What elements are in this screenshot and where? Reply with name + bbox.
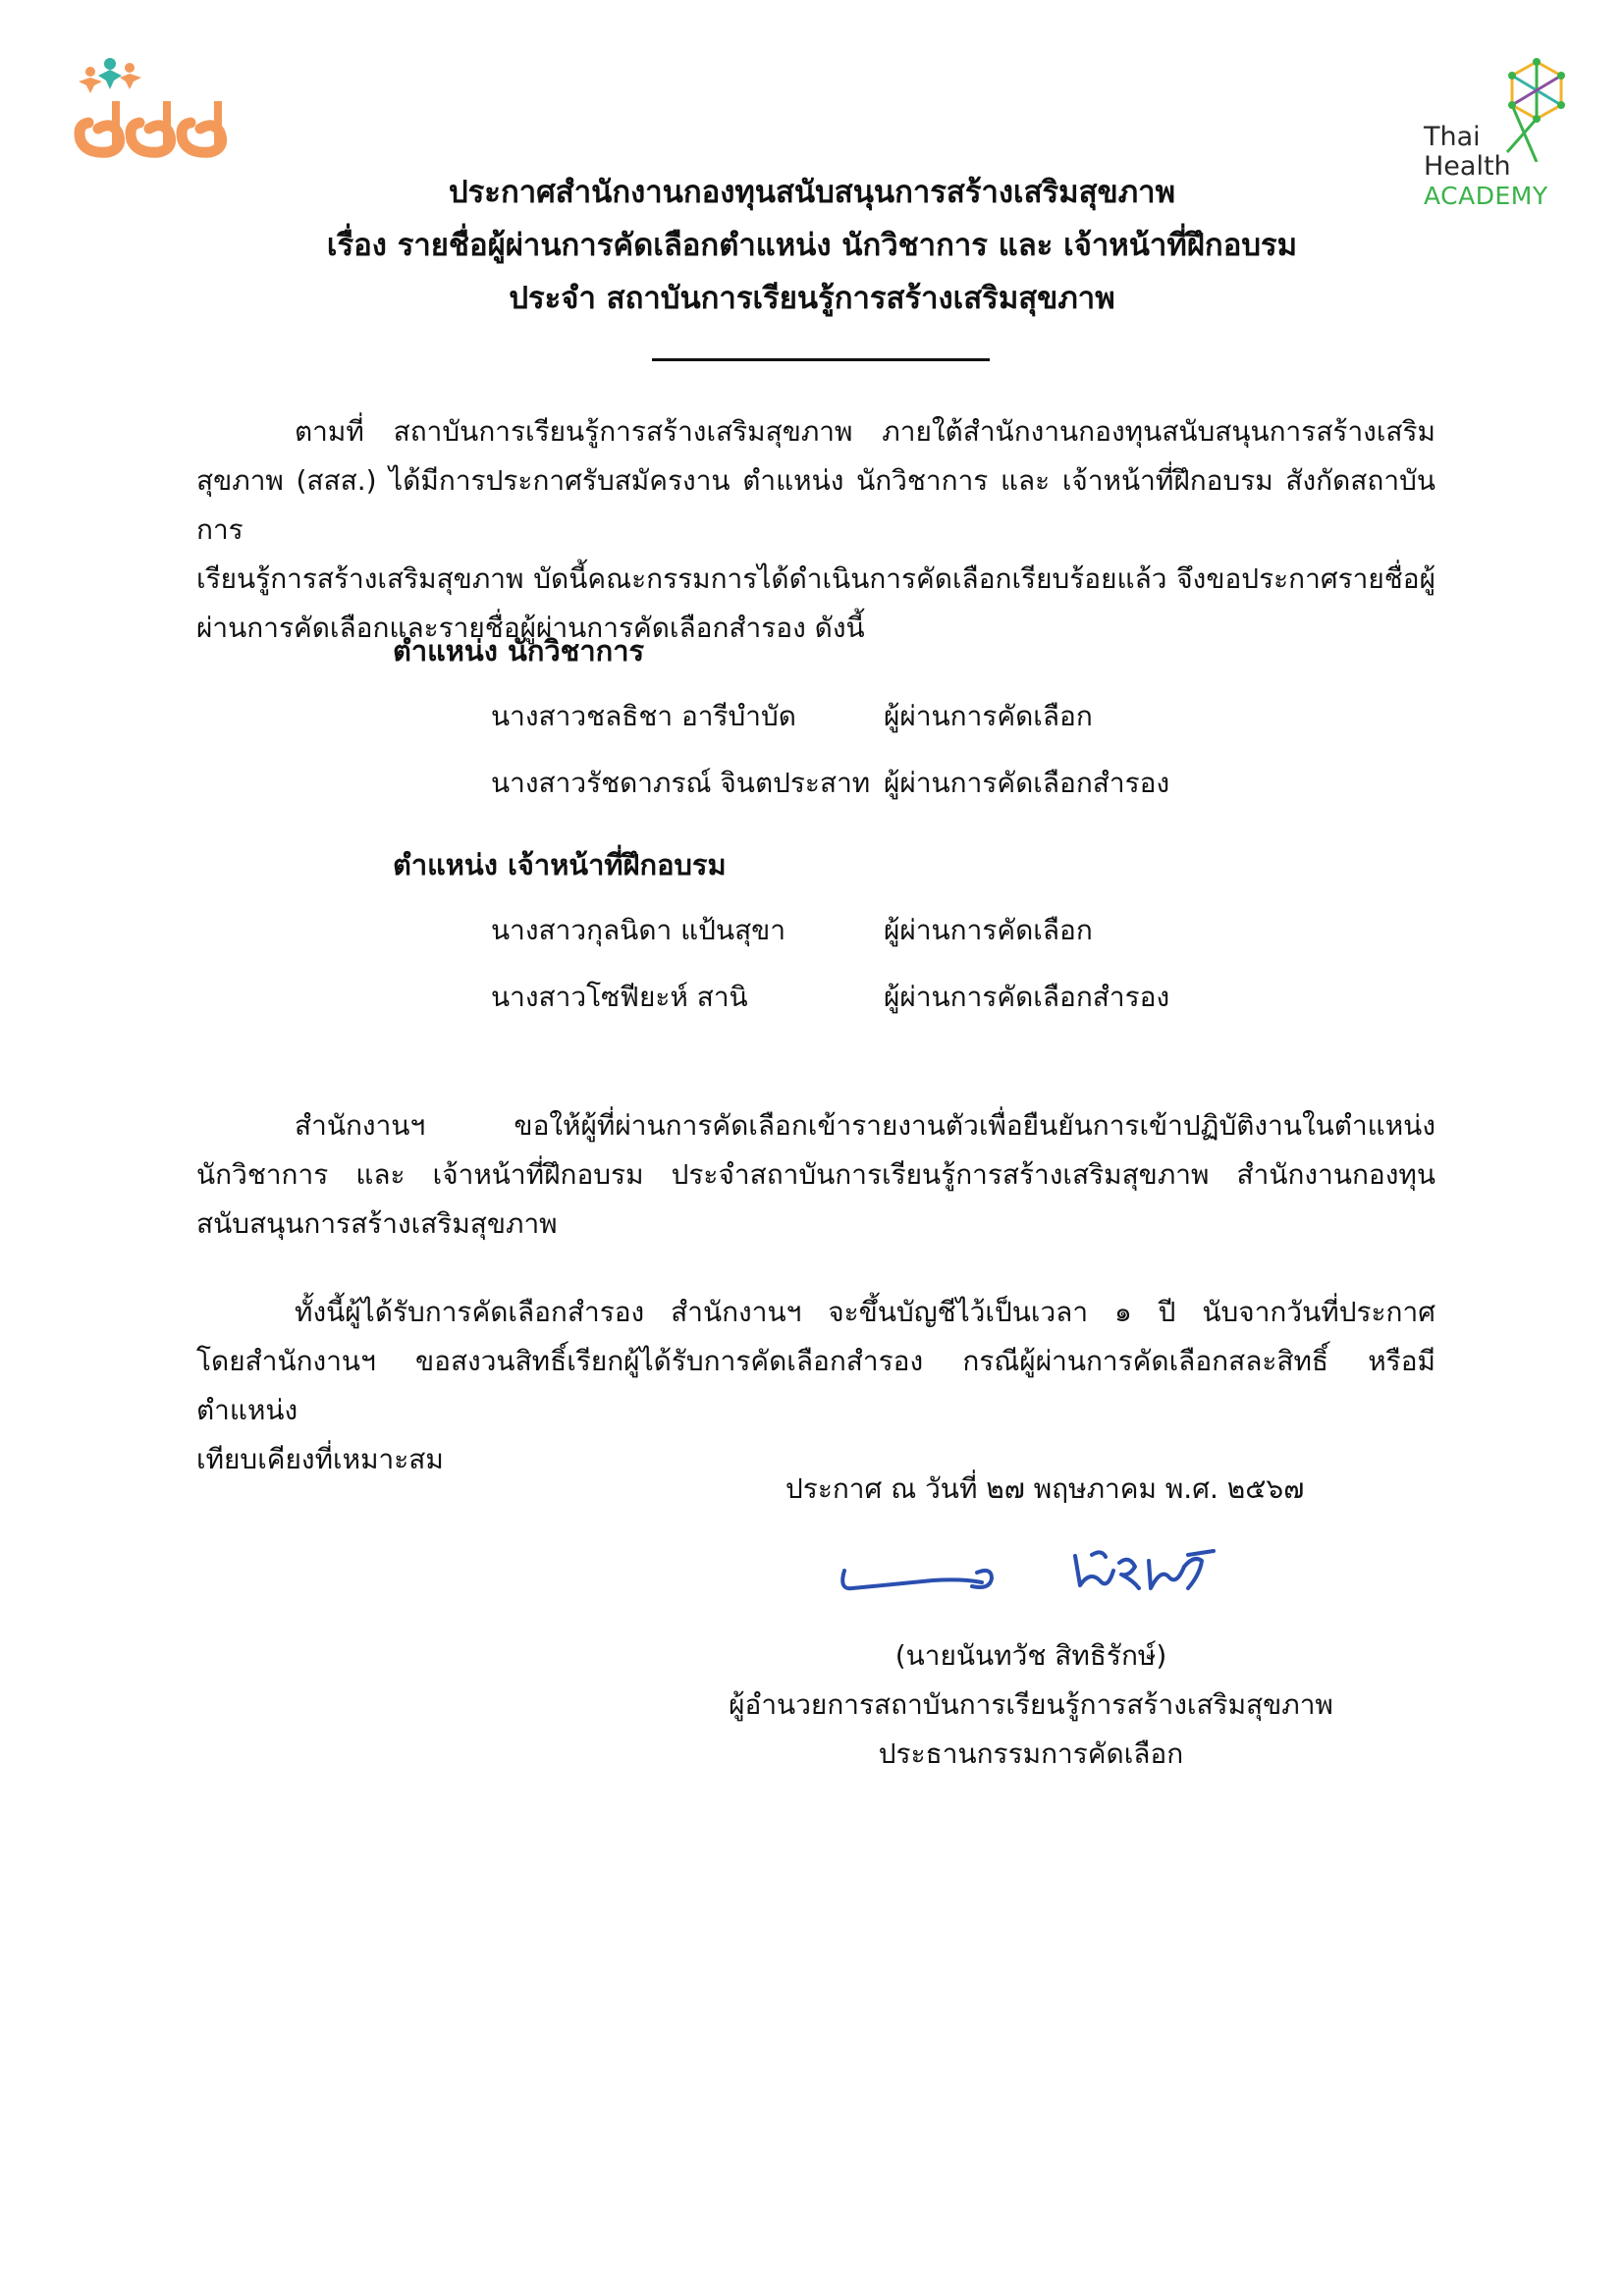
candidate-status: ผู้ผ่านการคัดเลือกสำรอง — [884, 981, 1170, 1013]
paragraph-line: สุขภาพ (สสส.) ได้มีการประกาศรับสมัครงาน ตำแหน่ง นักวิชาการ และ เจ้าหน้าที่ฝึกอบรม สังกัดสถาบันการ — [196, 464, 1435, 546]
reserve-paragraph — [196, 1288, 1435, 1484]
paragraph-line: ตามที่ สถาบันการเรียนรู้การสร้างเสริมสุขภาพ ภายใต้สำนักงานกองทุนสนับสนุนการสร้างเสริม — [295, 415, 1435, 448]
candidate-status: ผู้ผ่านการคัดเลือก — [884, 914, 1093, 946]
announcement-date: ประกาศ ณ วันที่ ๒๗ พฤษภาคม พ.ศ. ๒๕๖๗ — [785, 1472, 1305, 1505]
candidate-status: ผู้ผ่านการคัดเลือก — [884, 700, 1093, 732]
logo-text-thai: Thai — [1424, 122, 1481, 152]
header-divider — [652, 358, 990, 361]
signatory-role: ประธานกรรมการคัดเลือก — [878, 1737, 1184, 1770]
thaihealth-logo — [69, 54, 255, 182]
report-paragraph — [196, 1101, 1435, 1249]
logo-text-academy: ACADEMY — [1424, 182, 1548, 210]
signatory-name: (นายนันทวัช สิทธิรักษ์) — [894, 1639, 1167, 1672]
paragraph-line: สนับสนุนการสร้างเสริมสุขภาพ — [196, 1207, 558, 1240]
paragraph-line: โดยสำนักงานฯ ขอสงวนสิทธิ์เรียกผู้ได้รับการคัดเลือกสำรอง กรณีผู้ผ่านการคัดเลือกสละสิทธิ์ หรือมีตำแหน่ง — [196, 1345, 1435, 1426]
paragraph-line: นักวิชาการ และ เจ้าหน้าที่ฝึกอบรม ประจำสถาบันการเรียนรู้การสร้างเสริมสุขภาพ สำนักงานกองทุน — [196, 1158, 1435, 1191]
intro-paragraph — [196, 407, 1435, 653]
paragraph-line: สำนักงานฯ ขอให้ผู้ที่ผ่านการคัดเลือกเข้ารายงานตัวเพื่อยืนยันการเข้าปฏิบัติงานในตำแหน่ง — [295, 1109, 1435, 1142]
announcement-subject: เรื่อง รายชื่อผู้ผ่านการคัดเลือกตำแหน่ง นักวิชาการ และ เจ้าหน้าที่ฝึกอบรม — [326, 228, 1298, 263]
paragraph-line: ผ่านการคัดเลือกและรายชื่อผู้ผ่านการคัดเลือกสำรอง ดังนี้ — [196, 612, 865, 644]
position-title: ตำแหน่ง เจ้าหน้าที่ฝึกอบรม — [393, 848, 727, 881]
candidate-name: นางสาวชลธิชา อารีบำบัด — [491, 700, 796, 732]
logo-text-health: Health — [1424, 151, 1511, 182]
thaihealth-logo-graphic — [69, 54, 255, 182]
candidate-row — [491, 976, 1170, 1019]
candidate-row — [491, 909, 1093, 952]
candidate-name: นางสาวโซฟียะห์ สานิ — [491, 981, 748, 1013]
candidate-row — [491, 695, 1093, 738]
paragraph-line: เรียนรู้การสร้างเสริมสุขภาพ บัดนี้คณะกรรมการได้ดำเนินการคัดเลือกเรียบร้อยแล้ว จึงขอประกาศรายชื่อผู้ — [196, 562, 1435, 595]
candidate-name: นางสาวรัชดาภรณ์ จินตประสาท — [491, 767, 871, 799]
announcement-title: ประกาศสำนักงานกองทุนสนับสนุนการสร้างเสริมสุขภาพ — [448, 175, 1176, 210]
candidate-name: นางสาวกุลนิดา แป้นสุขา — [491, 914, 786, 946]
paragraph-line: เทียบเคียงที่เหมาะสม — [196, 1443, 444, 1475]
handwritten-signature — [835, 1531, 1276, 1610]
signatory-title: ผู้อำนวยการสถาบันการเรียนรู้การสร้างเสริมสุขภาพ — [729, 1688, 1333, 1721]
candidate-row — [491, 762, 1170, 805]
candidate-status: ผู้ผ่านการคัดเลือกสำรอง — [884, 767, 1170, 799]
position-title: ตำแหน่ง นักวิชาการ — [393, 634, 645, 667]
paragraph-line: ทั้งนี้ผู้ได้รับการคัดเลือกสำรอง สำนักงานฯ จะขึ้นบัญชีไว้เป็นเวลา ๑ ปี นับจากวันที่ประกาศ — [295, 1296, 1436, 1328]
signature — [835, 1531, 1276, 1610]
announcement-institute: ประจำ สถาบันการเรียนรู้การสร้างเสริมสุขภาพ — [509, 281, 1115, 316]
